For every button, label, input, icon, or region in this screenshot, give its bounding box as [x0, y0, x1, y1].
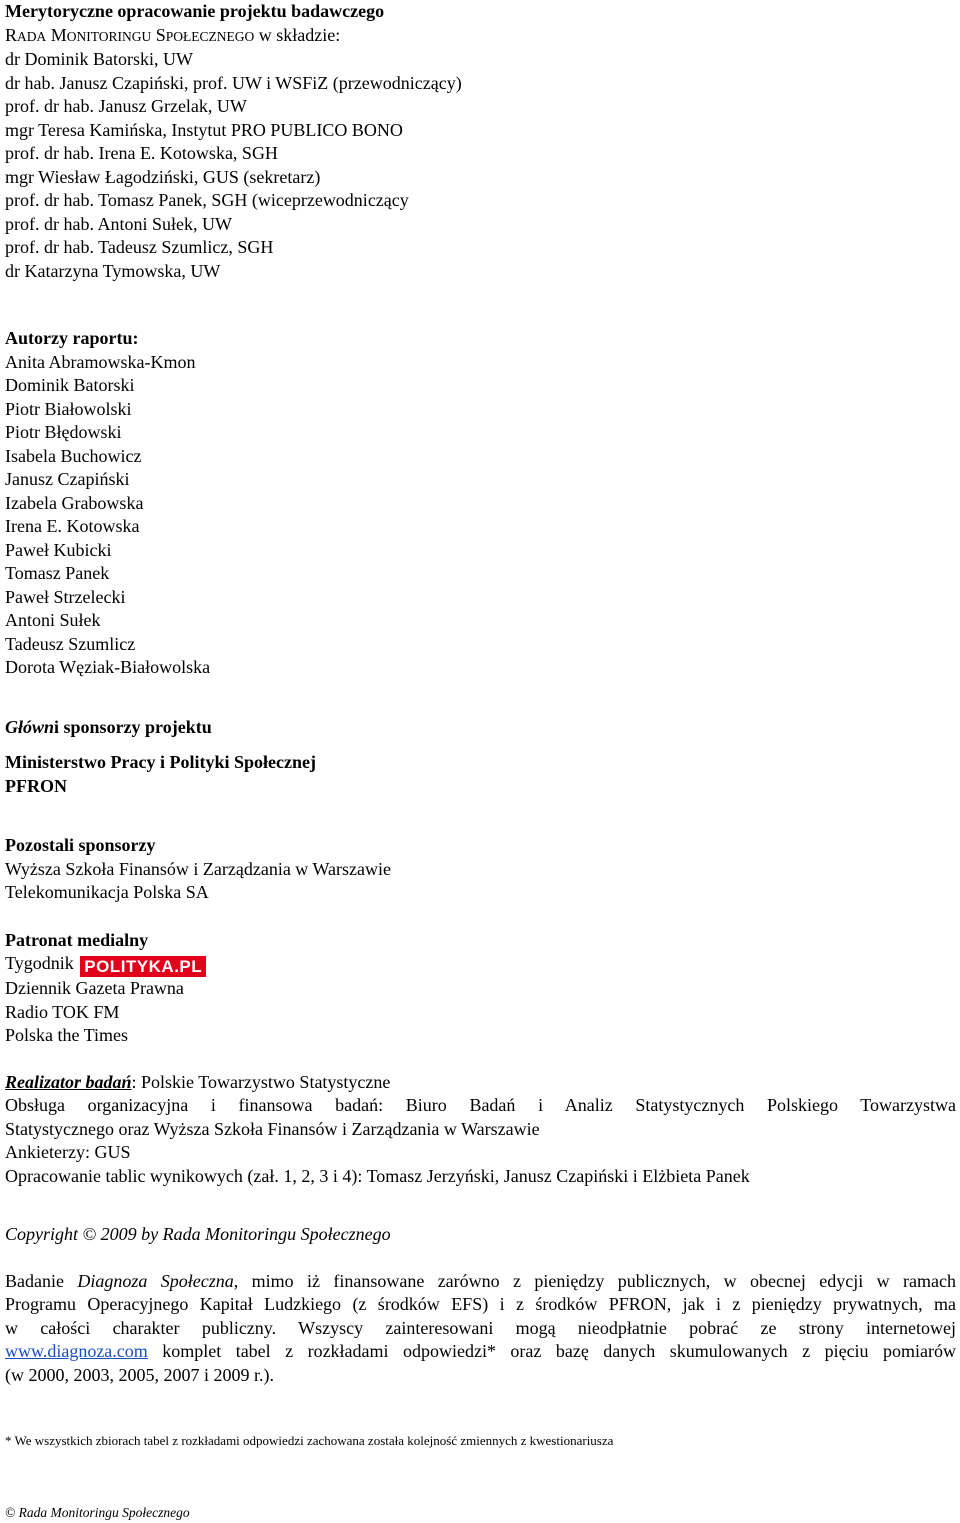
organization-line: Obsługa organizacyjna i finansowa badań: Biuro Badań i Analiz Statystycznych Polskiego Towarzystwa [5, 1095, 956, 1115]
other-sponsor: Wyższa Szkoła Finansów i Zarządzania w Warszawie [5, 858, 391, 879]
description-line: Programu Operacyjnego Kapitał Ludzkiego (z środków EFS) i z środków PFRON, jak i z pieniędzy prywatnych, ma [5, 1294, 956, 1314]
main-sponsor: Ministerstwo Pracy i Polityki Społecznej [5, 752, 316, 772]
board-member: dr Katarzyna Tymowska, UW [5, 260, 221, 281]
description-line: www.diagnoza.com komplet tabel z rozkładami odpowiedzi* oraz bazę danych skumulowanych z pięciu pomiarów [5, 1341, 956, 1361]
spacer [5, 798, 956, 834]
board-member: mgr Teresa Kamińska, Instytut PRO PUBLICO BONO [5, 119, 403, 140]
spacer [5, 1048, 956, 1071]
media-partner: Radio TOK FM [5, 1001, 120, 1022]
description-line: w całości charakter publiczny. Wszyscy zainteresowani mogą nieodpłatnie pobrać ze strony internetowej [5, 1317, 956, 1338]
footnote: * We wszystkich zbiorach tabel z rozkładami odpowiedzi zachowana została kolejność zmiennych z kwestionariusza [5, 1433, 614, 1448]
spacer [5, 283, 956, 327]
board-member: dr Dominik Batorski, UW [5, 49, 193, 69]
spacer [5, 1247, 956, 1270]
board-member: prof. dr hab. Tadeusz Szumlicz, SGH [5, 237, 274, 257]
author-name: Isabela Buchowicz [5, 445, 142, 466]
description-line: (w 2000, 2003, 2005, 2007 i 2009 r.). [5, 1364, 274, 1385]
interviewers-line: Ankieterzy: GUS [5, 1142, 131, 1162]
board-member: prof. dr hab. Irena E. Kotowska, SGH [5, 143, 278, 163]
council-line: RADA MONITORINGU SPOŁECZNEGO w składzie: [5, 24, 341, 45]
spacer [5, 905, 956, 929]
author-name: Dorota Węziak-Białowolska [5, 657, 211, 677]
media-partner: Polska the Times [5, 1025, 129, 1045]
author-name: Izabela Grabowska [5, 492, 144, 513]
realizer-line: Realizator badań: Polskie Towarzystwo Statystyczne [5, 1071, 391, 1092]
organization-line-2: Statystycznego oraz Wyższa Szkoła Finansów i Zarządzania w Warszawie [5, 1118, 540, 1139]
media-partner: Dziennik Gazeta Prawna [5, 978, 184, 998]
polityka-logo: POLITYKA.PL [80, 956, 206, 977]
board-member: mgr Wiesław Łagodziński, GUS (sekretarz) [5, 166, 321, 187]
page-footer: © Rada Monitoringu Społecznego [5, 1505, 190, 1520]
author-name: Tadeusz Szumlicz [5, 633, 136, 654]
media-heading: Patronat medialny [5, 929, 149, 950]
author-name: Tomasz Panek [5, 563, 110, 583]
diagnoza-link[interactable]: www.diagnoza.com [5, 1341, 148, 1361]
author-name: Piotr Białowolski [5, 398, 132, 419]
tables-line: Opracowanie tablic wynikowych (zał. 1, 2, 3 i 4): Tomasz Jerzyński, Janusz Czapiński i Elżbieta Panek [5, 1165, 750, 1186]
author-name: Antoni Sułek [5, 610, 101, 630]
author-name: Paweł Kubicki [5, 539, 112, 560]
description-line: Badanie Diagnoza Społeczna, mimo iż finansowane zarówno z pieniędzy publicznych, w obecnej edycji w ramach [5, 1270, 956, 1291]
main-sponsor: PFRON [5, 775, 67, 796]
other-sponsors-heading: Pozostali sponsorzy [5, 835, 156, 855]
spacer [5, 739, 956, 751]
author-name: Piotr Błędowski [5, 422, 122, 442]
author-name: Janusz Czapiński [5, 469, 130, 489]
author-name: Anita Abramowska-Kmon [5, 351, 196, 372]
media-weekly: Tygodnik POLITYKA.PL [5, 952, 956, 977]
board-heading: Merytoryczne opracowanie projektu badawczego [5, 1, 385, 21]
author-name: Paweł Strzelecki [5, 586, 126, 607]
board-member: prof. dr hab. Antoni Sułek, UW [5, 213, 232, 234]
authors-heading: Autorzy raportu: [5, 328, 139, 348]
board-member: dr hab. Janusz Czapiński, prof. UW i WSFiZ (przewodniczący) [5, 72, 462, 93]
spacer [5, 680, 956, 716]
author-name: Dominik Batorski [5, 375, 135, 395]
board-member: prof. dr hab. Tomasz Panek, SGH (wiceprzewodniczący [5, 190, 409, 210]
board-member: prof. dr hab. Janusz Grzelak, UW [5, 96, 247, 116]
copyright-line: Copyright © 2009 by Rada Monitoringu Społecznego [5, 1224, 391, 1244]
other-sponsor: Telekomunikacja Polska SA [5, 882, 209, 902]
author-name: Irena E. Kotowska [5, 516, 140, 536]
main-sponsors-heading: Główni sponsorzy projektu [5, 716, 212, 737]
spacer [5, 1188, 956, 1223]
